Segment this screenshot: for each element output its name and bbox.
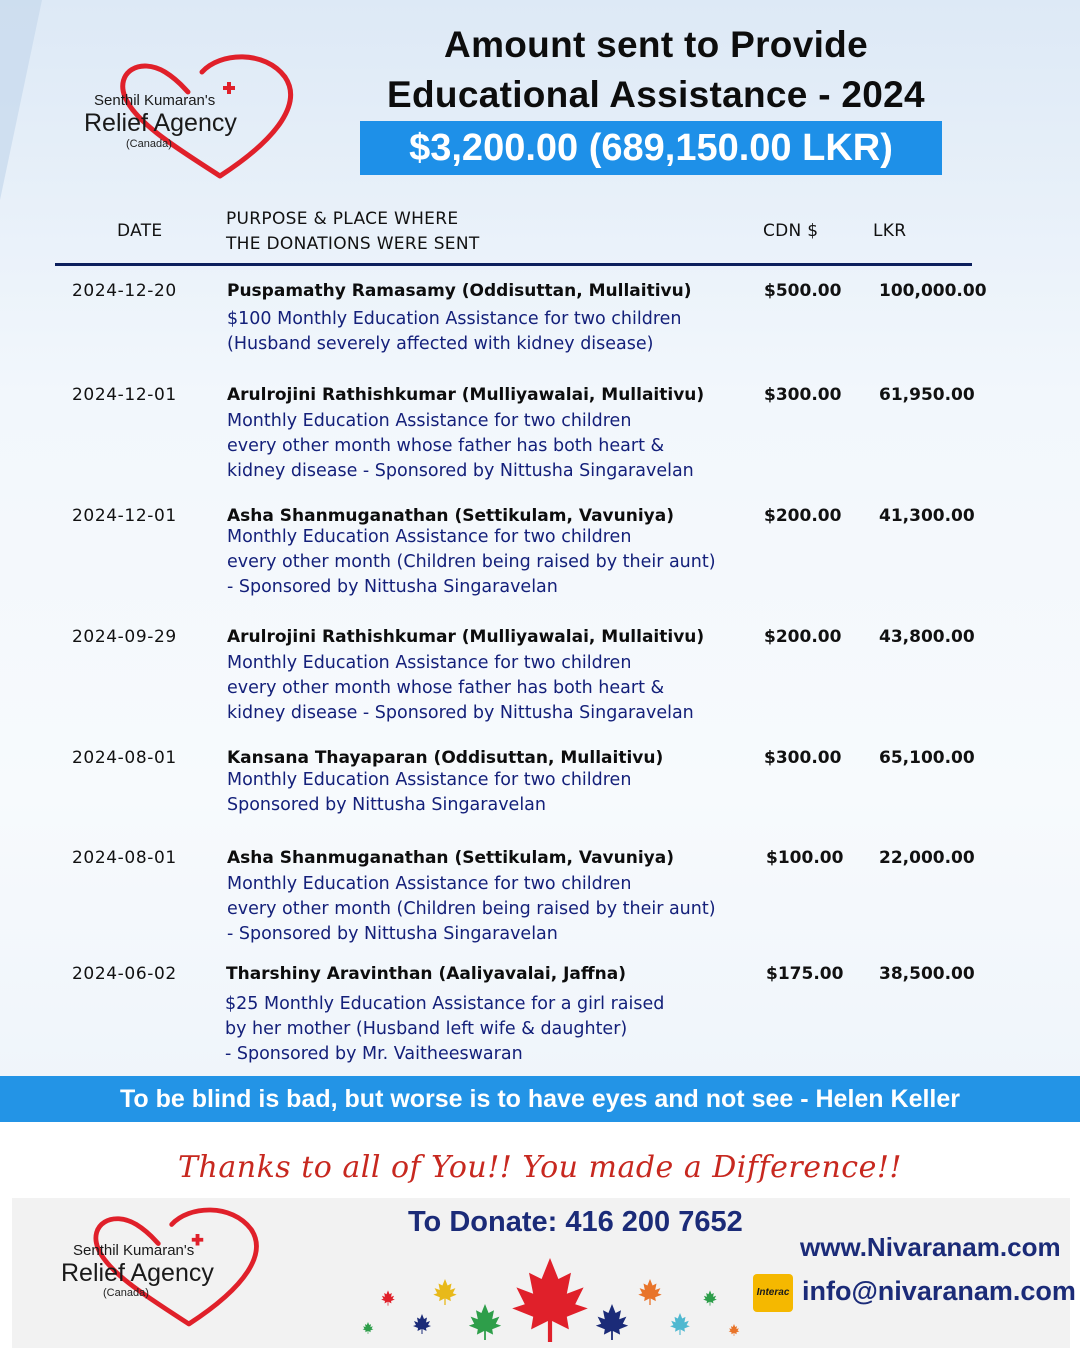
row-date: 2024-08-01 bbox=[72, 848, 177, 868]
row-description-line: Monthly Education Assistance for two children bbox=[227, 874, 632, 894]
row-description-line: $100 Monthly Education Assistance for two children bbox=[227, 309, 682, 329]
row-cdn-amount: $300.00 bbox=[764, 385, 842, 405]
column-header-purpose bbox=[226, 207, 480, 257]
email-link[interactable]: info@nivaranam.com bbox=[802, 1276, 1076, 1306]
maple-leaf-icon bbox=[433, 1279, 456, 1305]
row-description bbox=[227, 651, 694, 726]
row-cdn-amount: $500.00 bbox=[764, 281, 842, 301]
row-description bbox=[225, 992, 664, 1067]
agency-logo-top bbox=[80, 52, 310, 182]
row-recipient: Arulrojini Rathishkumar (Mulliyawalai, Mullaitivu) bbox=[227, 385, 705, 405]
row-lkr-amount: 43,800.00 bbox=[879, 627, 975, 647]
maple-leaf-icon bbox=[469, 1304, 501, 1340]
row-cdn-amount: $100.00 bbox=[766, 848, 844, 868]
row-description bbox=[227, 872, 716, 947]
column-header-cdn: CDN $ bbox=[763, 221, 819, 241]
column-header-purpose-line-1: PURPOSE & PLACE WHERE bbox=[226, 209, 459, 229]
column-header-date: DATE bbox=[117, 221, 163, 241]
row-description-line: Monthly Education Assistance for two children bbox=[227, 770, 632, 790]
maple-leaf-icon bbox=[363, 1322, 374, 1334]
row-description-line: every other month whose father has both heart & bbox=[227, 436, 665, 456]
row-lkr-amount: 41,300.00 bbox=[879, 506, 975, 526]
logo-line-2: Relief Agency bbox=[61, 1259, 214, 1287]
row-description-line: $25 Monthly Education Assistance for a girl raised bbox=[225, 994, 665, 1014]
maple-leaf-icon bbox=[703, 1290, 717, 1305]
logo-line-3: (Canada) bbox=[103, 1287, 149, 1299]
row-lkr-amount: 38,500.00 bbox=[879, 964, 975, 984]
quote-banner: To be blind is bad, but worse is to have eyes and not see - Helen Keller bbox=[0, 1076, 1080, 1122]
row-cdn-amount: $175.00 bbox=[766, 964, 844, 984]
row-description bbox=[227, 525, 716, 600]
row-recipient: Arulrojini Rathishkumar (Mulliyawalai, Mullaitivu) bbox=[227, 627, 705, 647]
row-description-line: every other month (Children being raised by their aunt) bbox=[227, 552, 716, 572]
row-recipient: Puspamathy Ramasamy (Oddisuttan, Mullaitivu) bbox=[227, 281, 692, 301]
maple-leaf-icon bbox=[512, 1258, 588, 1342]
maple-leaf-icon bbox=[670, 1313, 690, 1335]
row-description-line: - Sponsored by Nittusha Singaravelan bbox=[227, 924, 558, 944]
row-description-line: - Sponsored by Mr. Vaitheeswaran bbox=[225, 1044, 523, 1064]
row-date: 2024-06-02 bbox=[72, 964, 177, 984]
maple-leaf-icon bbox=[381, 1290, 395, 1305]
row-description-line: by her mother (Husband left wife & daughter) bbox=[225, 1019, 628, 1039]
row-cdn-amount: $300.00 bbox=[764, 748, 842, 768]
logo-line-1: Senthil Kumaran's bbox=[94, 92, 216, 109]
row-description-line: Monthly Education Assistance for two children bbox=[227, 527, 632, 547]
maple-leaf-icon bbox=[596, 1304, 628, 1340]
row-recipient: Kansana Thayaparan (Oddisuttan, Mullaitivu) bbox=[227, 748, 664, 768]
row-description-line: Monthly Education Assistance for two children bbox=[227, 653, 632, 673]
row-description bbox=[227, 307, 682, 357]
interac-logo-icon: Interac bbox=[753, 1274, 793, 1312]
row-cdn-amount: $200.00 bbox=[764, 627, 842, 647]
title-line-1: Amount sent to Provide bbox=[444, 24, 868, 65]
row-lkr-amount: 100,000.00 bbox=[879, 281, 987, 301]
website-link[interactable]: www.Nivaranam.com bbox=[800, 1232, 1061, 1262]
row-description bbox=[227, 409, 694, 484]
row-lkr-amount: 22,000.00 bbox=[879, 848, 975, 868]
corner-decoration bbox=[0, 0, 42, 200]
row-cdn-amount: $200.00 bbox=[764, 506, 842, 526]
total-amount-banner: $3,200.00 (689,150.00 LKR) bbox=[360, 121, 942, 175]
row-date: 2024-08-01 bbox=[72, 748, 177, 768]
row-recipient: Tharshiny Aravinthan (Aaliyavalai, Jaffna) bbox=[226, 964, 627, 984]
row-description-line: kidney disease - Sponsored by Nittusha Singaravelan bbox=[227, 703, 694, 723]
row-lkr-amount: 65,100.00 bbox=[879, 748, 975, 768]
row-description bbox=[227, 768, 631, 818]
maple-leaf-icon bbox=[413, 1314, 431, 1334]
logo-line-2: Relief Agency bbox=[84, 109, 237, 137]
thanks-message: Thanks to all of You!! You made a Difference!! bbox=[178, 1150, 902, 1185]
maple-leaf-icon bbox=[729, 1324, 740, 1336]
row-lkr-amount: 61,950.00 bbox=[879, 385, 975, 405]
agency-logo-bottom bbox=[55, 1205, 275, 1330]
logo-line-3: (Canada) bbox=[126, 138, 172, 150]
page-title bbox=[340, 20, 972, 120]
header-divider bbox=[55, 263, 972, 266]
column-header-lkr: LKR bbox=[873, 221, 907, 241]
row-description-line: every other month (Children being raised by their aunt) bbox=[227, 899, 716, 919]
row-description-line: - Sponsored by Nittusha Singaravelan bbox=[227, 577, 558, 597]
row-description-line: Monthly Education Assistance for two children bbox=[227, 411, 632, 431]
column-header-purpose-line-2: THE DONATIONS WERE SENT bbox=[226, 234, 480, 254]
logo-line-1: Senthil Kumaran's bbox=[73, 1242, 195, 1259]
row-recipient: Asha Shanmuganathan (Settikulam, Vavuniya) bbox=[227, 848, 674, 868]
row-description-line: kidney disease - Sponsored by Nittusha Singaravelan bbox=[227, 461, 694, 481]
row-description-line: Sponsored by Nittusha Singaravelan bbox=[227, 795, 546, 815]
row-description-line: every other month whose father has both heart & bbox=[227, 678, 665, 698]
row-date: 2024-12-01 bbox=[72, 506, 177, 526]
row-date: 2024-12-20 bbox=[72, 281, 177, 301]
donate-phone: To Donate: 416 200 7652 bbox=[408, 1206, 743, 1238]
row-description-line: (Husband severely affected with kidney disease) bbox=[227, 334, 654, 354]
row-date: 2024-09-29 bbox=[72, 627, 177, 647]
row-recipient: Asha Shanmuganathan (Settikulam, Vavuniya) bbox=[227, 506, 674, 526]
maple-leaf-icon bbox=[638, 1279, 661, 1305]
row-date: 2024-12-01 bbox=[72, 385, 177, 405]
title-line-2: Educational Assistance - 2024 bbox=[387, 74, 925, 115]
maple-leaves-decoration bbox=[350, 1250, 750, 1350]
